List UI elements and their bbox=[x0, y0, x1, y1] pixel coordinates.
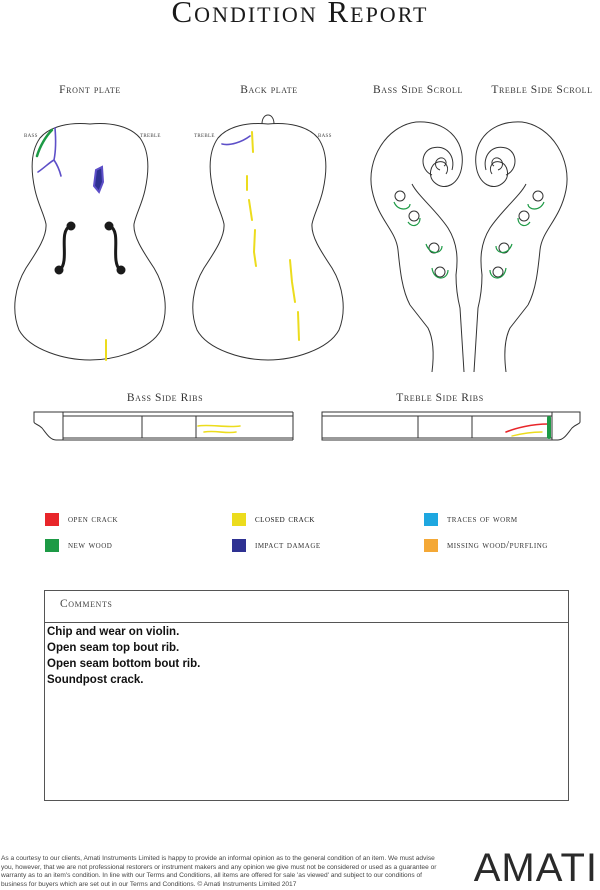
bass-ribs-label: Bass Side Ribs bbox=[126, 392, 204, 404]
legend-item bbox=[45, 539, 112, 552]
front-plate-outline bbox=[15, 124, 165, 360]
back-plate-damage bbox=[222, 132, 299, 340]
impact-damage-swatch bbox=[232, 539, 246, 552]
open-crack-swatch bbox=[45, 513, 59, 526]
back-treble-side-label: treble bbox=[194, 130, 215, 139]
bass-scroll-label: Bass Side Scroll bbox=[372, 84, 464, 96]
comments-header bbox=[45, 591, 568, 623]
disclaimer-text: As a courtesy to our clients, Amati Instruments Limited is happy to provide an informal opinion as to the general condition of an item. We must advise you, however, that we are not professional restorers or instrument makers and any opinion we give must not be considered or used as a guarantee or warranty as to an item's condition. In line with our Terms and Conditions, all items are offered for sale 'as viewed' and subject to our conditions of business for buyers which are set out in our Terms and Conditions. © Amati Instruments Limited 2017 bbox=[1, 855, 437, 888]
comment-line: Open seam bottom bout rib. bbox=[47, 658, 201, 670]
missing-wood-swatch bbox=[424, 539, 438, 552]
front-bass-side-label: bass bbox=[24, 130, 38, 139]
legend-item bbox=[232, 539, 321, 552]
legend-item bbox=[45, 513, 118, 526]
bass-side-ribs bbox=[34, 412, 293, 440]
back-plate-outline bbox=[193, 124, 343, 360]
legend-label: impact damage bbox=[255, 540, 321, 551]
legend-label: open crack bbox=[68, 514, 119, 525]
f-holes bbox=[56, 223, 124, 273]
treble-side-scroll bbox=[474, 122, 567, 372]
back-bass-side-label: bass bbox=[318, 130, 332, 139]
treble-scroll-label: Treble Side Scroll bbox=[491, 84, 593, 96]
comment-line: Soundpost crack. bbox=[47, 674, 144, 686]
legend-item bbox=[424, 513, 518, 526]
closed-crack-swatch bbox=[232, 513, 246, 526]
treble-ribs-label: Treble Side Ribs bbox=[396, 392, 484, 404]
back-plate-label: Back plate bbox=[240, 84, 298, 96]
comments-box bbox=[44, 590, 569, 801]
comment-line: Open seam top bout rib. bbox=[47, 642, 180, 654]
legend-label: traces of worm bbox=[447, 514, 518, 525]
comment-line: Chip and wear on violin. bbox=[47, 626, 180, 638]
legend-label: closed crack bbox=[255, 514, 315, 525]
amati-logo: AMATI bbox=[473, 846, 598, 890]
traces-of-worm-swatch bbox=[424, 513, 438, 526]
front-treble-side-label: treble bbox=[140, 130, 161, 139]
legend-label: new wood bbox=[68, 540, 113, 551]
legend-label: missing wood/purfling bbox=[447, 540, 548, 551]
front-plate-label: Front plate bbox=[59, 84, 121, 96]
comments-title: Comments bbox=[60, 598, 113, 610]
report-title: Condition Report bbox=[171, 0, 429, 29]
legend-item bbox=[232, 513, 315, 526]
legend-item bbox=[424, 539, 548, 552]
comments-text bbox=[47, 624, 200, 688]
new-wood-swatch bbox=[45, 539, 59, 552]
front-plate-damage bbox=[37, 128, 106, 360]
treble-side-ribs bbox=[322, 412, 580, 440]
bass-side-scroll bbox=[371, 122, 464, 372]
